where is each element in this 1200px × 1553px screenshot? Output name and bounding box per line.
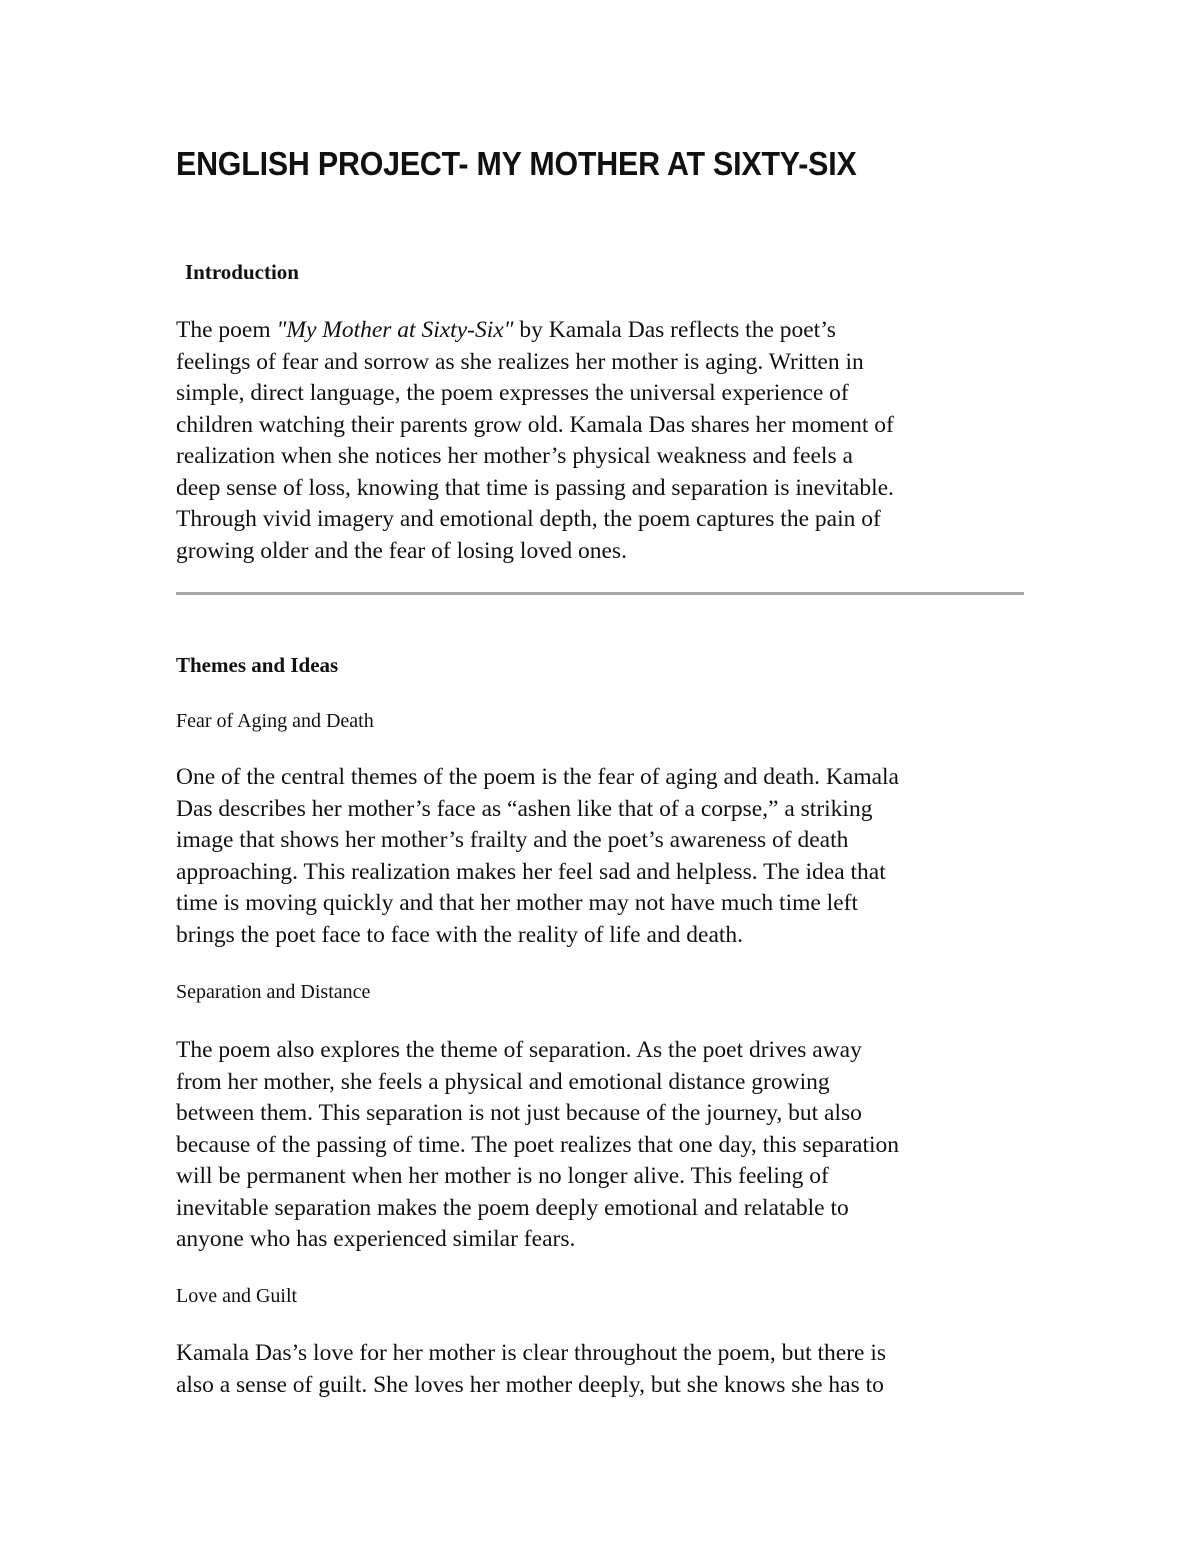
- paragraph-line: time is moving quickly and that her mother may not have much time left: [176, 890, 858, 916]
- introduction-heading: Introduction: [185, 260, 299, 284]
- poem-title-italic: "My Mother at Sixty-Six": [276, 317, 514, 343]
- paragraph-line: children watching their parents grow old. Kamala Das shares her moment of: [176, 411, 894, 438]
- separation-paragraph: [176, 1035, 1026, 1256]
- paragraph-line: will be permanent when her mother is no longer alive. This feeling of: [176, 1163, 829, 1189]
- love-paragraph: [176, 1338, 1026, 1401]
- paragraph-line: The poem also explores the theme of separation. As the poet drives away: [176, 1037, 862, 1063]
- paragraph-line: Das describes her mother’s face as “ashen like that of a corpse,” a striking: [176, 795, 873, 822]
- paragraph-line: deep sense of loss, knowing that time is passing and separation is inevitable.: [176, 474, 894, 501]
- paragraph-line: inevitable separation makes the poem deeply emotional and relatable to: [176, 1194, 849, 1221]
- paragraph-line: anyone who has experienced similar fears.: [176, 1226, 576, 1252]
- paragraph-line: brings the poet face to face with the reality of life and death.: [176, 921, 744, 948]
- themes-heading: Themes and Ideas: [176, 653, 339, 677]
- introduction-paragraph: [176, 315, 1026, 567]
- paragraph-line: Kamala Das’s love for her mother is clear throughout the poem, but there is: [176, 1340, 887, 1366]
- paragraph-line: growing older and the fear of losing loved ones.: [176, 537, 627, 564]
- fear-subheading: Fear of Aging and Death: [176, 710, 374, 732]
- love-subheading: Love and Guilt: [176, 1285, 298, 1307]
- paragraph-line: realization when she notices her mother’s physical weakness and feels a: [176, 443, 853, 469]
- paragraph-line: because of the passing of time. The poet realizes that one day, this separation: [176, 1131, 900, 1158]
- paragraph-line: also a sense of guilt. She loves her mother deeply, but she knows she has to: [176, 1371, 884, 1398]
- paragraph-line: between them. This separation is not just because of the journey, but also: [176, 1100, 862, 1126]
- paragraph-line: approaching. This realization makes her feel sad and helpless. The idea that: [176, 858, 886, 885]
- paragraph-line: simple, direct language, the poem expresses the universal experience of: [176, 380, 849, 406]
- paragraph-line: The poem "My Mother at Sixty-Six" by Kamala Das reflects the poet’s: [176, 317, 836, 343]
- paragraph-line: from her mother, she feels a physical and emotional distance growing: [176, 1068, 830, 1095]
- separation-subheading: Separation and Distance: [176, 981, 371, 1003]
- document-title: ENGLISH PROJECT- MY MOTHER AT SIXTY-SIX: [176, 145, 857, 182]
- paragraph-line: image that shows her mother’s frailty and the poet’s awareness of death: [176, 827, 849, 853]
- paragraph-line: One of the central themes of the poem is the fear of aging and death. Kamala: [176, 764, 899, 790]
- fear-paragraph: [176, 762, 1026, 951]
- paragraph-line: Through vivid imagery and emotional depth, the poem captures the pain of: [176, 506, 881, 532]
- paragraph-line: feelings of fear and sorrow as she realizes her mother is aging. Written in: [176, 348, 864, 375]
- horizontal-divider: [176, 592, 1024, 595]
